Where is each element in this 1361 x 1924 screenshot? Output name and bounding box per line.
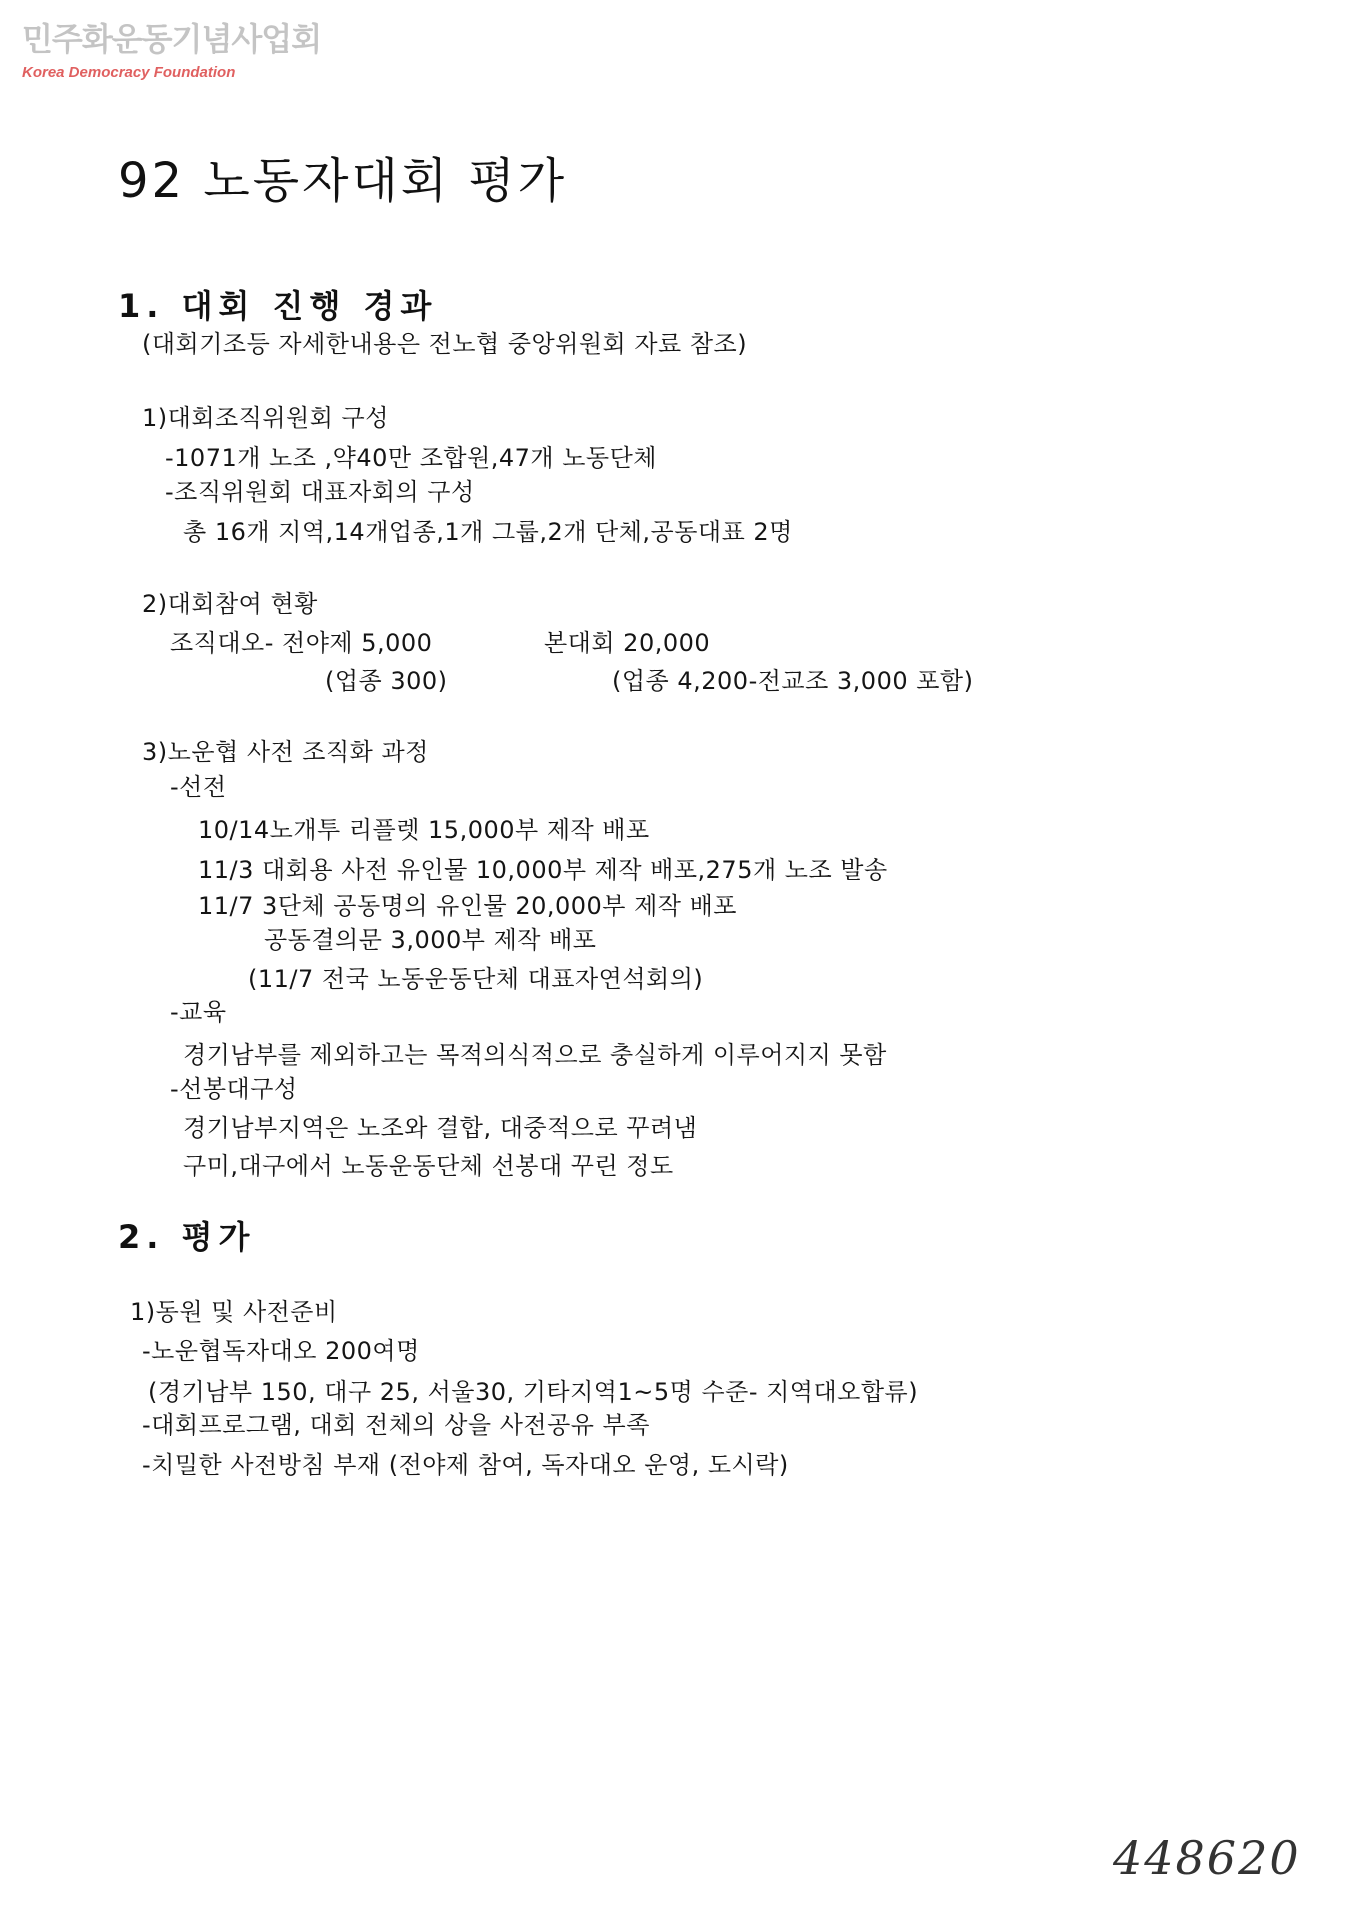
subsection-1-1-line: 총 16개 지역,14개업종,1개 그룹,2개 단체,공동대표 2명 [183, 518, 793, 546]
subsection-2-1-heading: 1)동원 및 사전준비 [130, 1298, 338, 1326]
foundation-logo-korean: 민주화운동기념사업회 [22, 20, 322, 58]
participation-main-detail: (업종 4,200-전교조 3,000 포함) [612, 667, 974, 695]
section-1-note: (대회기조등 자세한내용은 전노협 중앙위원회 자료 참조) [142, 330, 748, 358]
vanguard-line: 구미,대구에서 노동운동단체 선봉대 꾸린 정도 [183, 1152, 674, 1180]
vanguard-line: 경기남부지역은 노조와 결합, 대중적으로 꾸려냄 [183, 1114, 698, 1142]
propaganda-line: 11/7 3단체 공동명의 유인물 20,000부 제작 배포 [198, 892, 737, 920]
education-label: -교육 [170, 998, 227, 1026]
evaluation-line: -치밀한 사전방침 부재 (전야제 참여, 독자대오 운영, 도시락) [142, 1451, 789, 1479]
evaluation-line: -대회프로그램, 대회 전체의 상을 사전공유 부족 [142, 1411, 650, 1439]
propaganda-line: 공동결의문 3,000부 제작 배포 [264, 926, 597, 954]
document-title: 92 노동자대회 평가 [118, 153, 568, 209]
evaluation-line: -노운협독자대오 200여명 [142, 1337, 420, 1365]
subsection-1-3-heading: 3)노운협 사전 조직화 과정 [142, 738, 429, 766]
propaganda-label: -선전 [170, 773, 227, 801]
subsection-1-2-heading: 2)대회참여 현황 [142, 590, 318, 618]
education-line: 경기남부를 제외하고는 목적의식적으로 충실하게 이루어지지 못함 [183, 1041, 887, 1069]
section-2-heading: 2. 평가 [118, 1218, 256, 1256]
subsection-1-1-heading: 1)대회조직위원회 구성 [142, 404, 389, 432]
section-1-heading: 1. 대회 진행 경과 [118, 287, 438, 325]
subsection-1-1-line: -조직위원회 대표자회의 구성 [165, 478, 475, 506]
participation-eve-detail: (업종 300) [325, 667, 448, 695]
foundation-logo-english: Korea Democracy Foundation [22, 64, 236, 81]
handwritten-archive-number: 448620 [1113, 1831, 1301, 1885]
evaluation-line: (경기남부 150, 대구 25, 서울30, 기타지역1~5명 수준- 지역대오합류) [148, 1378, 919, 1406]
participation-main-count: 본대회 20,000 [544, 629, 711, 657]
propaganda-line: (11/7 전국 노동운동단체 대표자연석회의) [248, 965, 704, 993]
participation-eve-count: 조직대오- 전야제 5,000 [170, 629, 433, 657]
propaganda-line: 10/14노개투 리플렛 15,000부 제작 배포 [198, 816, 650, 844]
subsection-1-1-line: -1071개 노조 ,약40만 조합원,47개 노동단체 [165, 444, 657, 472]
propaganda-line: 11/3 대회용 사전 유인물 10,000부 제작 배포,275개 노조 발송 [198, 856, 888, 884]
vanguard-label: -선봉대구성 [170, 1075, 298, 1103]
